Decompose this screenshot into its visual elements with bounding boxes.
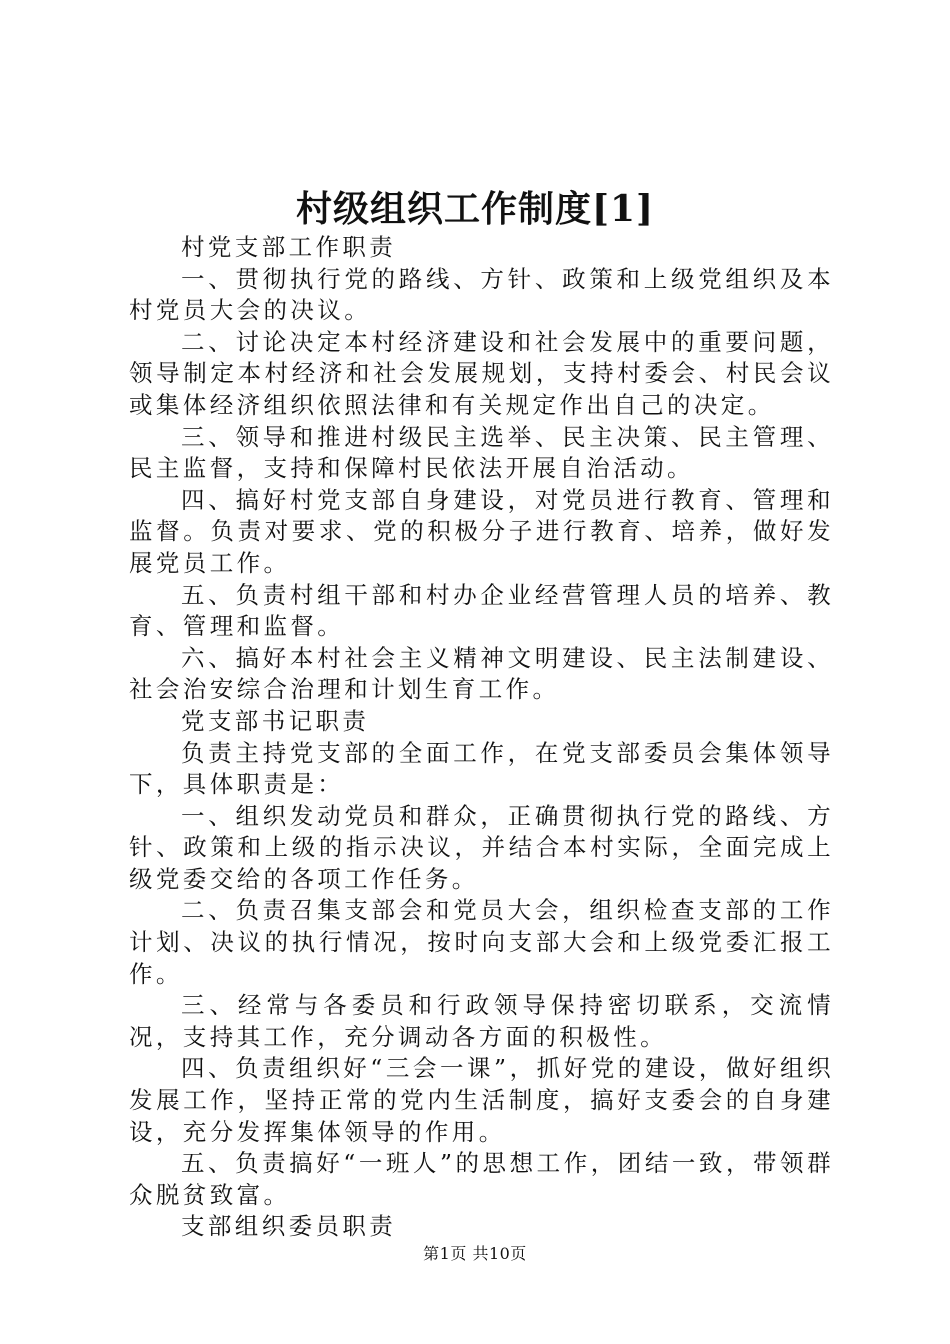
paragraph: 三、经常与各委员和行政领导保持密切联系，交流情况，支持其工作，充分调动各方面的积极性。 — [129, 991, 834, 1051]
paragraph: 党支部书记职责 — [181, 706, 370, 735]
paragraph: 负责主持党支部的全面工作，在党支部委员会集体领导下，具体职责是： — [129, 738, 834, 799]
paragraph: 三、领导和推进村级民主选举、民主决策、民主管理、民主监督，支持和保障村民依法开展自治活动。 — [129, 422, 834, 483]
paragraph: 一、组织发动党员和群众，正确贯彻执行党的路线、方针、政策和上级的指示决议，并结合本村实际，全面完成上级党委交给的各项工作任务。 — [129, 801, 834, 893]
paragraph: 五、负责搞好“一班人”的思想工作，团结一致，带领群众脱贫致富。 — [129, 1149, 834, 1209]
document-body — [129, 232, 834, 1243]
page-footer: 第1页 共10页 — [423, 1244, 527, 1263]
document-title: 村级组织工作制度[1] — [295, 188, 655, 230]
paragraph: 六、搞好本村社会主义精神文明建设、民主法制建设、社会治安综合治理和计划生育工作。 — [129, 643, 834, 704]
paragraph: 二、讨论决定本村经济建设和社会发展中的重要问题，领导制定本村经济和社会发展规划，支持村委会、村民会议或集体经济组织依照法律和有关规定作出自己的决定。 — [129, 327, 834, 419]
paragraph: 五、负责村组干部和村办企业经营管理人员的培养、教育、管理和监督。 — [129, 580, 834, 641]
paragraph: 二、负责召集支部会和党员大会，组织检查支部的工作计划、决议的执行情况，按时向支部大会和上级党委汇报工作。 — [129, 896, 834, 988]
paragraph: 四、搞好村党支部自身建设，对党员进行教育、管理和监督。负责对要求、党的积极分子进行教育、培养，做好发展党员工作。 — [129, 485, 834, 577]
paragraph: 一、贯彻执行党的路线、方针、政策和上级党组织及本村党员大会的决议。 — [129, 264, 834, 325]
paragraph: 支部组织委员职责 — [181, 1212, 397, 1241]
paragraph: 四、负责组织好“三会一课”，抓好党的建设，做好组织发展工作，坚持正常的党内生活制度，搞好支委会的自身建设，充分发挥集体领导的作用。 — [129, 1054, 834, 1146]
paragraph: 村党支部工作职责 — [181, 233, 397, 261]
